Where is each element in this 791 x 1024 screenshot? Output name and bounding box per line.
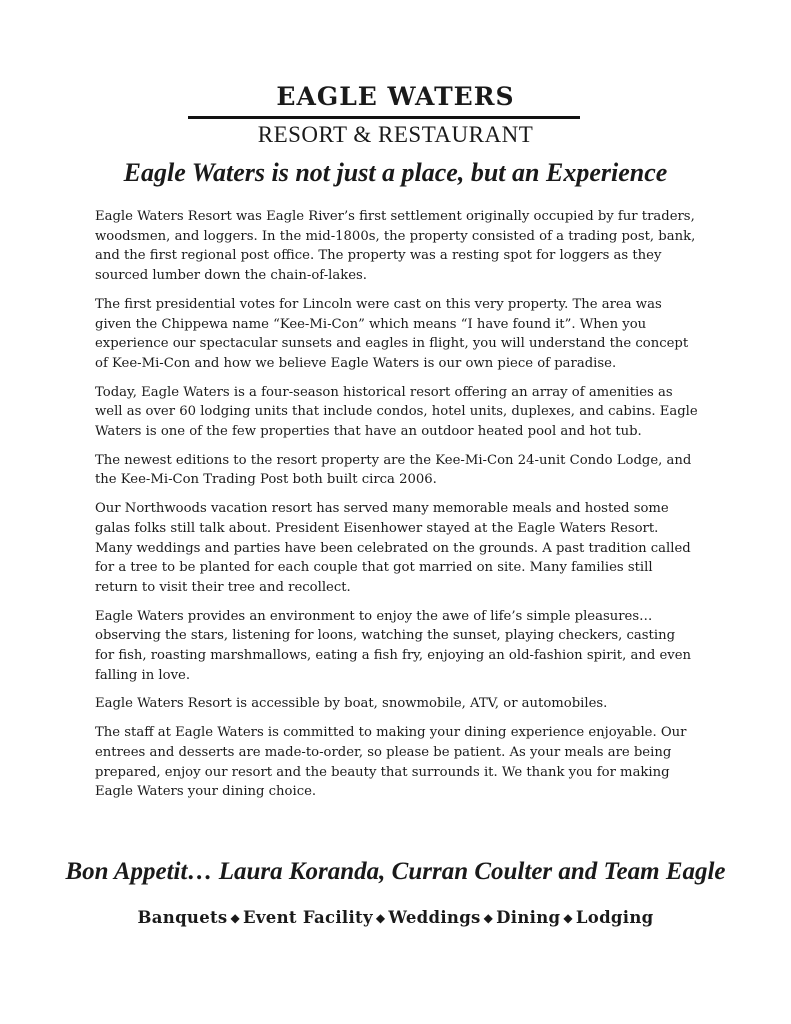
services-footer <box>0 908 791 927</box>
page-title: EAGLE WATERS <box>276 82 515 111</box>
paragraph: Our Northwoods vacation resort has served many memorable meals and hosted some galas folks still talk about. President Eisenhower stayed at the Eagle Waters Resort. Many weddings and parties have been celebrated on the grounds. A past tradition called for a tree to be planted for each couple that got married on site. Many families still return to visit their tree and recollect. <box>95 501 691 595</box>
footer-item: Dining <box>496 908 561 927</box>
title-rule <box>188 116 580 119</box>
diamond-icon: ◆ <box>375 911 386 925</box>
page-subtitle: RESORT & RESTAURANT <box>257 122 534 147</box>
footer-item: Lodging <box>575 908 654 927</box>
tagline: Eagle Waters is not just a place, but an Experience <box>123 158 668 187</box>
footer-item: Weddings <box>388 908 481 927</box>
signoff: Bon Appetit… Laura Koranda, Curran Coulter and Team Eagle <box>65 858 726 885</box>
history-text <box>95 207 698 811</box>
paragraph: Eagle Waters provides an environment to enjoy the awe of life’s simple pleasures… observing the stars, listening for loons, watching the sunset, playing checkers, casting for fish, roasting marshmallows, eating a fish fry, enjoying an old-fashion spirit, and even falling in love. <box>95 608 692 683</box>
paragraph: Eagle Waters Resort is accessible by boat, snowmobile, ATV, or automobiles. <box>95 696 608 712</box>
paragraph: The newest editions to the resort property are the Kee-Mi-Con 24-unit Condo Lodge, and the Kee-Mi-Con Trading Post both built circa 2006. <box>95 452 692 488</box>
paragraph: Today, Eagle Waters is a four-season historical resort offering an array of amenities as well as over 60 lodging units that include condos, hotel units, duplexes, and cabins. Eagle Waters is one of the few properties that have an outdoor heated pool and hot tub. <box>95 384 698 440</box>
diamond-icon: ◆ <box>563 911 573 925</box>
diamond-icon: ◆ <box>483 911 494 925</box>
footer-item: Banquets <box>137 908 228 927</box>
paragraph: The staff at Eagle Waters is committed to making your dining experience enjoyable. Our entrees and desserts are made-to-order, so please be patient. As your meals are being prepared, enjoy our resort and the beauty that surrounds it. We thank you for making Eagle Waters your dining choice. <box>95 725 687 800</box>
paragraph: Eagle Waters Resort was Eagle River’s first settlement originally occupied by fur traders, woodsmen, and loggers. In the mid-1800s, the property consisted of a trading post, bank, and the first regional post office. The property was a resting spot for loggers as they sourced lumber down the chain-of-lakes. <box>95 209 696 284</box>
paragraph: The first presidential votes for Lincoln were cast on this very property. The area was given the Chippewa name “Kee-Mi-Con” which means “I have found it”. When you experience our spectacular sunsets and eagles in flight, you will understand the concept of Kee-Mi-Con and how we believe Eagle Waters is our own piece of paradise. <box>95 296 689 371</box>
footer-item: Event Facility <box>243 908 373 927</box>
diamond-icon: ◆ <box>230 911 241 925</box>
